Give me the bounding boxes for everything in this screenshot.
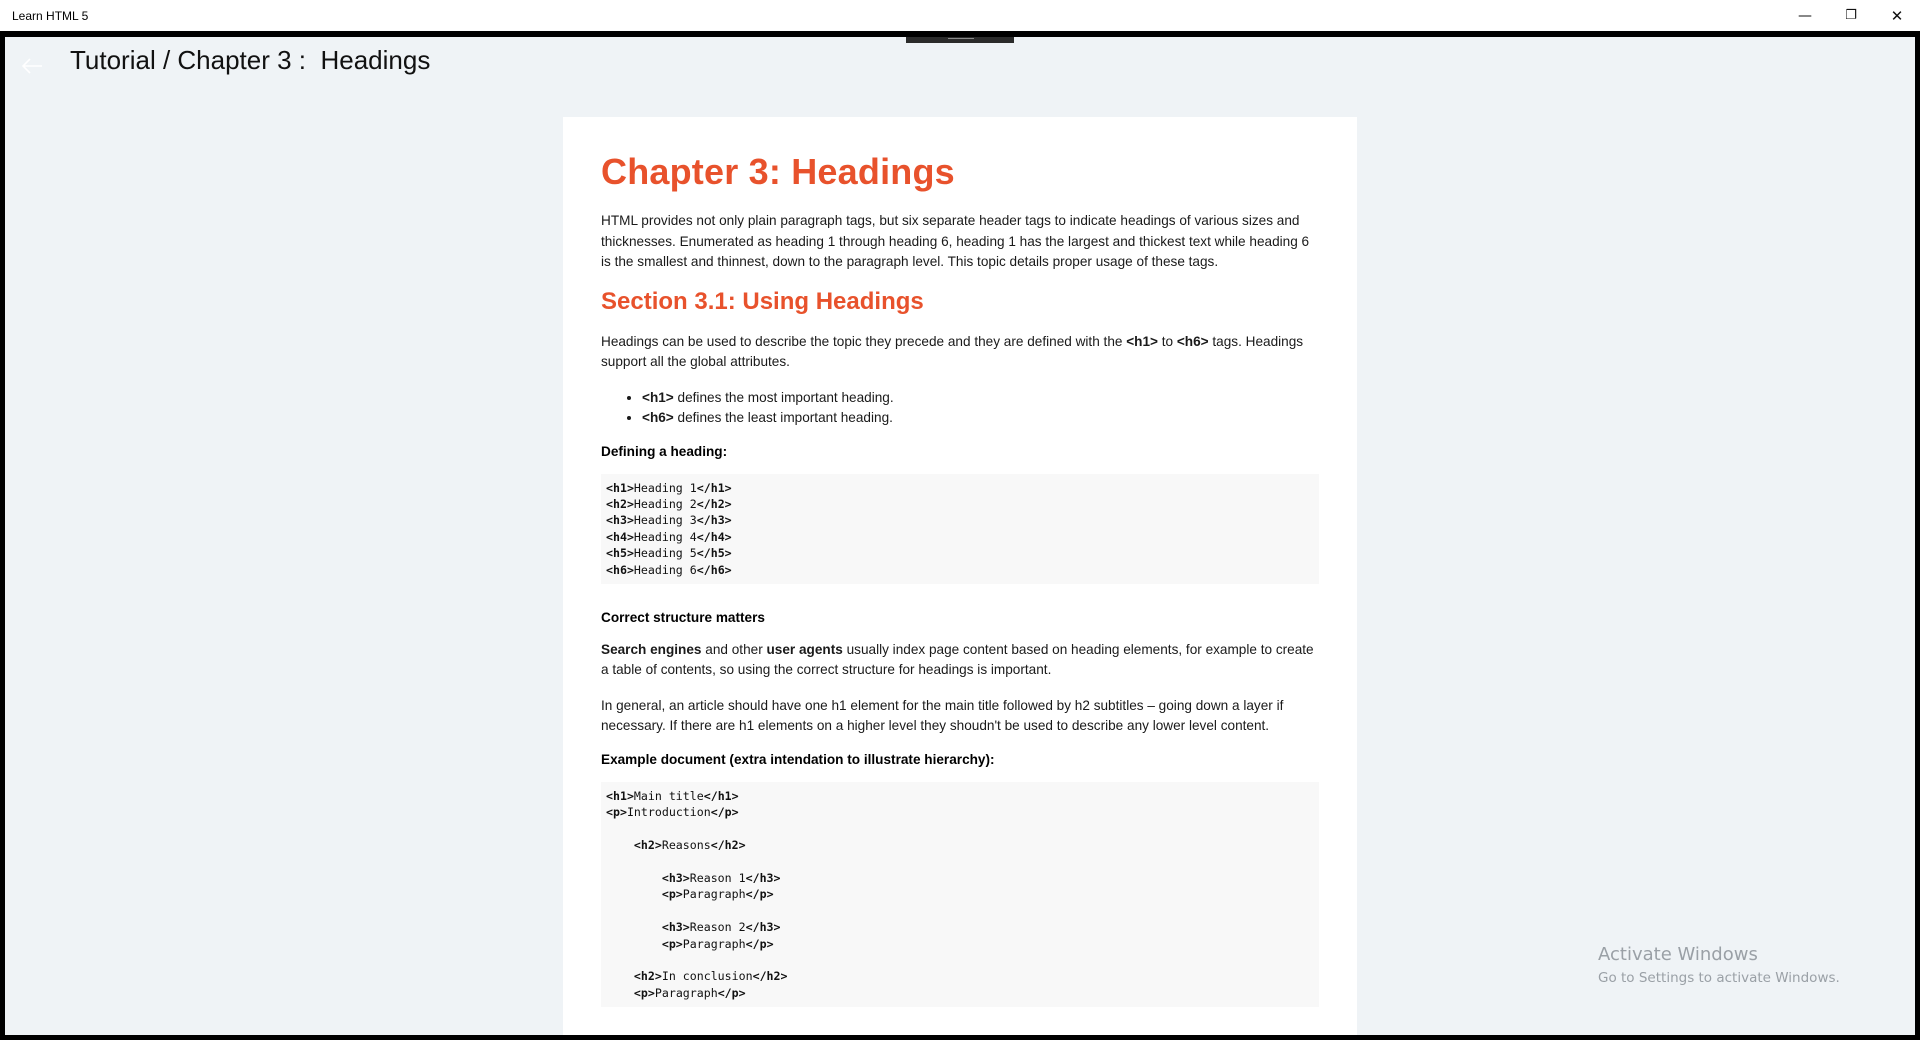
intro-paragraph: HTML provides not only plain paragraph tags, but six separate header tags to indicate headings of various sizes and thicknesses. Enumerated as heading 1 through heading 6, heading 1 has the largest and thickest text while heading 6 is the smallest and thinnest, down to the paragraph level. This topic details proper usage of these tags. (601, 213, 1310, 269)
watermark-title: Activate Windows (1598, 944, 1758, 965)
close-button[interactable]: ✕ (1890, 6, 1904, 25)
general-paragraph: In general, an article should have one h1 element for the main title followed by h2 subtitles – going down a layer if necessary. If there are h1 elements on a higher level they shoudn't be used to describe any lower level content. (601, 697, 1284, 734)
app-frame (5, 37, 1915, 1035)
defining-label: Defining a heading: (601, 443, 728, 459)
activate-windows-watermark (1598, 944, 1840, 986)
code-block-example: <h1>Main title</h1> <p>Introduction</p> <h2>Reasons</h2> <h3>Reason 1</h3> <p>Paragraph</p> <h3>Reason 2</h3> <p>Paragraph</p> <h2>In conclusion</h2> <p>Paragraph</p> (601, 782, 1319, 1007)
title-bar (0, 0, 1920, 31)
structure-label: Correct structure matters (601, 609, 765, 625)
minimize-button[interactable]: — (1798, 7, 1812, 24)
watermark-subtitle: Go to Settings to activate Windows. (1598, 970, 1840, 986)
section-title: Section 3.1: Using Headings (601, 287, 924, 315)
article-content (601, 151, 1319, 1033)
app-title: Learn HTML 5 (12, 9, 89, 23)
code-block-headings: <h1>Heading 1</h1> <h2>Heading 2</h2> <h3>Heading 3</h3> <h4>Heading 4</h4> <h5>Heading 5</h5> <h6>Heading 6</h6> (601, 474, 1319, 584)
list-item: • <h1> defines the most important heading. (642, 388, 1319, 409)
heading-bullets (601, 388, 1319, 429)
section-paragraph: Headings can be used to describe the topic they precede and they are defined with the <h1> to <h6> tags. Headings support all the global attributes. (601, 333, 1304, 369)
article-card (563, 117, 1357, 1035)
example-label: Example document (extra intendation to illustrate hierarchy): (601, 751, 995, 767)
breadcrumb: Tutorial / Chapter 3 : Headings (70, 45, 431, 75)
restore-button[interactable]: ❐ (1845, 8, 1857, 23)
back-button[interactable] (15, 49, 49, 83)
search-engines-paragraph: Search engines and other user agents usually index page content based on heading elements, for example to create a table of contents, so using the correct structure for headings is important. (601, 641, 1314, 678)
back-arrow-icon (21, 57, 43, 75)
list-item: • <h6> defines the least important heading. (642, 408, 1319, 429)
drag-handle[interactable] (906, 37, 1014, 43)
chapter-title: Chapter 3: Headings (601, 151, 955, 192)
